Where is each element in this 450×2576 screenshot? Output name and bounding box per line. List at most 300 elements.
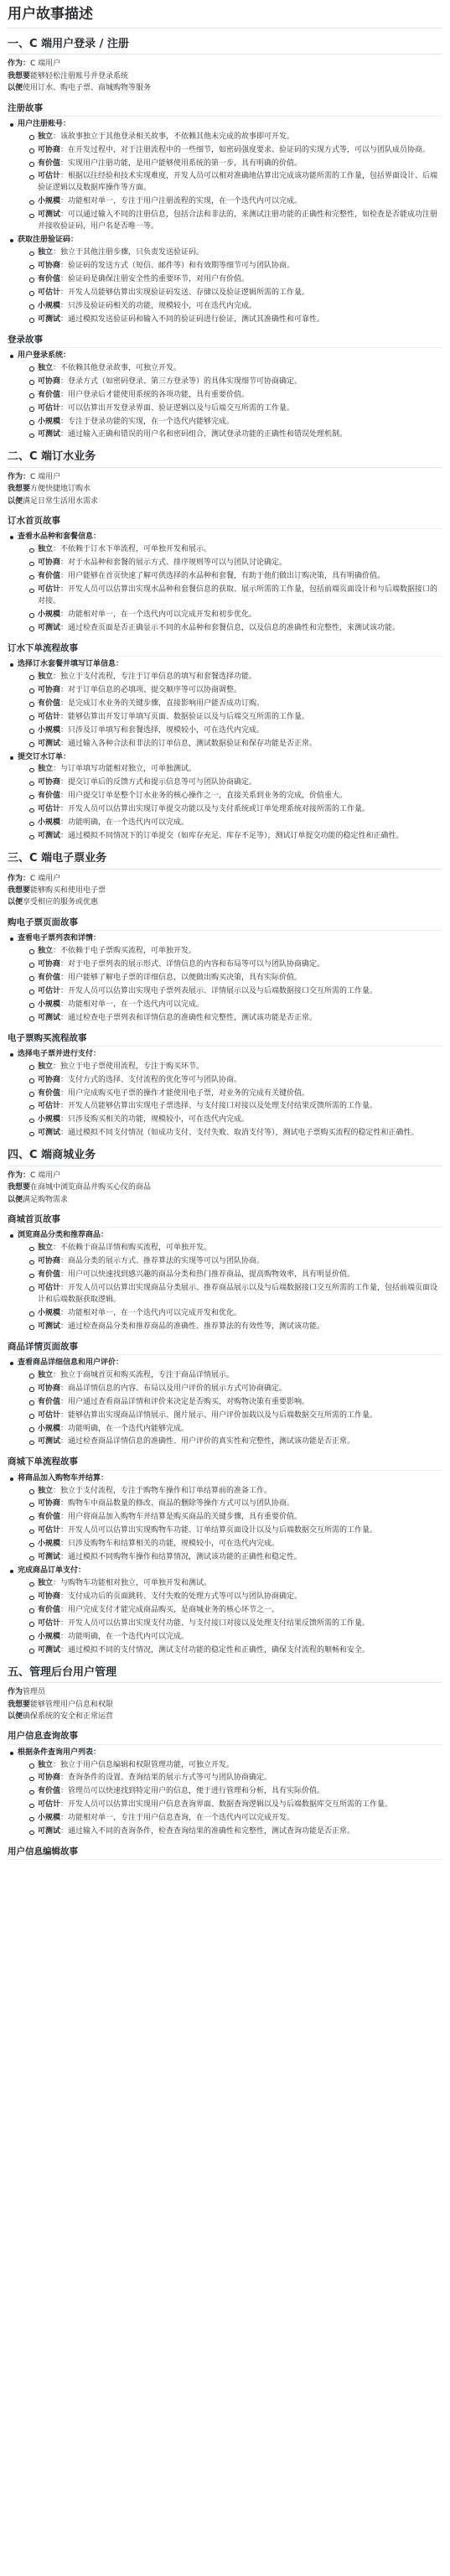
invest-criterion	[18, 247, 442, 259]
story-heading: 登录故事	[8, 334, 442, 348]
goal-line	[8, 896, 442, 908]
want-line-value: 能够购买和使用电子票	[30, 886, 106, 896]
criterion-label: 小规模	[38, 1308, 61, 1317]
section-summary	[8, 1170, 442, 1206]
goal-line-value: 使用订水、购电子票、商城购物等服务	[23, 84, 152, 93]
document-body	[8, 37, 442, 1861]
invest-criterion	[18, 1436, 442, 1448]
criterion-label: 可协商	[38, 262, 61, 270]
criterion-text: ：用户能够了解电子票的详细信息，以便做出购买决策，具有实际价值。	[60, 973, 303, 982]
story-title: 根据条件查询用户列表：	[18, 1748, 101, 1757]
goal-line-label: 以便	[8, 1712, 23, 1722]
criterion-label: 可估计	[38, 403, 61, 413]
invest-criteria-list	[18, 764, 442, 843]
criterion-label: 有价值	[38, 158, 61, 168]
role-line	[8, 471, 442, 483]
invest-criterion	[18, 1826, 442, 1838]
invest-criterion	[18, 363, 442, 375]
criterion-text: ：根据以往经验和技术实现难度，开发人员可以相对准确地估算出完成该功能所需的工作量，包括界面设计、后端验证逻辑以及数据库操作等方面。	[38, 172, 438, 193]
criterion-text: ：独立于电子票使用流程，专注于购买环节。	[53, 1062, 204, 1071]
criterion-text: ：商品详情信息的内容、布局以及用户评价的展示方式可协商确定。	[60, 1384, 287, 1393]
want-line-value: 在商城中浏览商品并购买心仪的商品	[30, 1183, 152, 1192]
criterion-text: ：只涉及验证码相关的功能，规模较小，可在迭代内完成。	[60, 301, 257, 310]
goal-line-value: 满足购物需求	[23, 1195, 69, 1204]
role-line-label: 作为	[8, 1688, 23, 1697]
criterion-text: ：与订单填写功能相对独立，可单独测试。	[53, 765, 197, 774]
story-title: 提交订水订单：	[18, 752, 71, 761]
invest-criteria-list	[18, 363, 442, 442]
invest-criterion	[18, 301, 442, 313]
want-line	[8, 70, 442, 82]
invest-criterion	[18, 777, 442, 789]
criterion-text: ：通过输入正确和错误的用户名和密码组合，测试登录功能的正确性和错误处理机制。	[60, 430, 348, 439]
criterion-label: 可协商	[38, 959, 61, 969]
invest-criterion	[18, 1013, 442, 1025]
invest-criterion	[18, 571, 442, 583]
goal-line-value: 满足日常生活用水需求	[23, 496, 99, 506]
invest-criterion	[18, 390, 442, 402]
invest-criterion	[18, 1632, 442, 1644]
invest-criterion	[18, 959, 442, 971]
want-line-value: 能够管理用户信息和权限	[30, 1700, 114, 1709]
invest-criterion	[18, 558, 442, 569]
criterion-text: ：可以通过输入不同的注册信息，包括合法和非法的，来测试注册功能的正确性和完整性，如检查是否能成功注册并接收验证码，用户名是否唯一等。	[38, 210, 438, 231]
story-list	[8, 933, 442, 1025]
criterion-text: ：通过输入各种合法和非法的订单信息，测试数据验证和保存功能是否正常。	[60, 739, 318, 748]
story-title: 选择电子票并进行支付：	[18, 1049, 101, 1058]
role-line	[8, 58, 442, 70]
criterion-label: 独立	[38, 1579, 54, 1588]
invest-criterion	[18, 986, 442, 998]
criterion-label: 小规模	[38, 725, 61, 735]
invest-criterion	[18, 804, 442, 816]
story-list	[8, 1748, 442, 1839]
criterion-text: ：不依赖其他登录故事，可独立开发。	[53, 363, 182, 372]
invest-criterion	[18, 314, 442, 326]
role-line-label: 作为：	[8, 472, 31, 481]
criterion-text: ：通过模拟不同情况下的订单提交（如库存充足、库存不足等），测试订单提交功能的稳定性和正确性。	[60, 832, 404, 841]
goal-line	[8, 1711, 442, 1722]
criterion-label: 可测试	[38, 314, 61, 324]
criterion-label: 有价值	[38, 1270, 61, 1279]
criterion-text: ：独立于支付流程，专注于订单信息的填写和套餐选择功能。	[53, 672, 257, 681]
invest-criterion	[18, 274, 442, 286]
invest-criterion	[18, 429, 442, 441]
criterion-label: 可协商	[38, 1075, 61, 1084]
story-list	[8, 1049, 442, 1140]
invest-criterion	[18, 685, 442, 697]
goal-line-label: 以便	[8, 496, 23, 506]
criterion-text: ：用户完成购买电子票的操作才能使用电子票，对业务的完成有关键价值。	[60, 1088, 310, 1098]
invest-criterion	[18, 1243, 442, 1254]
goal-line-label: 以便	[8, 1195, 23, 1204]
criterion-text: ：独立于用户信息编辑和权限管理功能，可独立开发。	[53, 1760, 235, 1769]
criterion-label: 可协商	[38, 685, 61, 694]
role-line-value: C 端用户	[30, 1171, 61, 1180]
story-item	[8, 933, 442, 1025]
criterion-label: 独立	[38, 1062, 54, 1071]
criterion-label: 有价值	[38, 1605, 61, 1614]
invest-criterion	[18, 210, 442, 233]
criterion-text: ：用户能够在首页快速了解可供选择的水品种和套餐，有助于他们做出订购决策，具有明确价值。	[60, 572, 385, 581]
criterion-text: ：通过输入不同的查询条件，检查查询结果的准确性和完整性，测试查询功能是否正常。	[60, 1827, 355, 1836]
invest-criterion	[18, 1397, 442, 1409]
invest-criterion	[18, 1370, 442, 1382]
invest-criterion	[18, 158, 442, 170]
want-line-label: 我想要	[8, 71, 31, 80]
criterion-text: ：实现用户注册功能，是用户能够使用系统的第一步，具有明确的价值。	[60, 158, 303, 168]
want-line	[8, 1182, 442, 1193]
want-line	[8, 1699, 442, 1711]
invest-criteria-list	[18, 1578, 442, 1657]
criterion-label: 可估计	[38, 712, 61, 721]
invest-criterion	[18, 288, 442, 299]
criterion-text: ：可以估算出开发登录界面、验证逻辑以及与后端交互所需的工作量。	[60, 403, 295, 413]
invest-criterion	[18, 1322, 442, 1333]
invest-criterion	[18, 1000, 442, 1011]
section-summary	[8, 873, 442, 909]
criterion-label: 可测试	[38, 1645, 61, 1654]
invest-criterion	[18, 1101, 442, 1113]
invest-criteria-list	[18, 1370, 442, 1449]
criterion-label: 独立	[38, 1370, 54, 1379]
section-summary	[8, 471, 442, 507]
want-line-value: 方便快捷地订购水	[30, 485, 91, 494]
criterion-label: 有价值	[38, 390, 61, 399]
role-line-label: 作为：	[8, 874, 31, 883]
criterion-text: ：功能明确，在一个迭代内可以完成。	[60, 1632, 189, 1641]
invest-criterion	[18, 1384, 442, 1395]
criterion-text: ：开发人员可以估算出实现订单提交功能以及与支付系统或订单处理系统对接所需的工作量。	[60, 805, 370, 814]
criterion-label: 小规模	[38, 197, 61, 206]
criterion-label: 可估计	[38, 1283, 61, 1292]
story-list	[8, 659, 442, 843]
invest-criterion	[18, 1578, 442, 1590]
role-line-label: 作为：	[8, 60, 31, 69]
story-heading: 商城下单流程故事	[8, 1456, 442, 1470]
criterion-text: ：开发人员可以估算出实现用户信息查询界面、数据查询逻辑以及与后端数据库交互所需的工作量。	[60, 1800, 393, 1810]
criterion-label: 可测试	[38, 739, 61, 748]
criterion-text: ：通过模拟发送验证码和输入不同的验证码进行验证，测试其准确性和可靠性。	[60, 314, 325, 324]
criterion-label: 小规模	[38, 1424, 61, 1433]
criterion-label: 有价值	[38, 973, 61, 982]
invest-criterion	[18, 610, 442, 621]
section-summary	[8, 58, 442, 94]
invest-criterion	[18, 1592, 442, 1603]
story-title: 用户注册账号：	[18, 119, 71, 128]
invest-criterion	[18, 1062, 442, 1073]
criterion-label: 可测试	[38, 430, 61, 439]
invest-criterion	[18, 623, 442, 635]
story-item	[8, 1049, 442, 1140]
criterion-text: ：验证码的发送方式（短信、邮件等）和有效期等细节可与团队协商。	[60, 262, 295, 270]
invest-criterion	[18, 132, 442, 143]
criterion-label: 独立	[38, 1760, 54, 1769]
story-title: 查看商品详细信息和用户评价：	[18, 1358, 124, 1367]
criterion-label: 独立	[38, 1486, 54, 1495]
invest-criterion	[18, 1512, 442, 1524]
criterion-text: ：功能相对单一，在一个迭代内可以完成开发和优化。	[60, 1308, 242, 1317]
criterion-text: ：是完成订水业务的关键步骤，直接影响用户能否成功订购。	[60, 699, 265, 708]
criterion-text: ：通过模拟不同的支付情况，测试支付功能的稳定性和正确性，确保支付流程的顺畅和安全。	[60, 1645, 370, 1654]
section-heading: 五、管理后台用户管理	[8, 1665, 442, 1684]
criterion-text: ：该故事独立于其他登录相关故事，不依赖其他未完成的故事即可开发。	[53, 132, 295, 141]
criterion-label: 可估计	[38, 805, 61, 814]
story-heading: 用户信息查询故事	[8, 1730, 442, 1744]
invest-criterion	[18, 1283, 442, 1306]
criterion-text: ：功能相对单一，在一个迭代内可以完成开发和初步优化。	[60, 610, 257, 619]
criterion-label: 可估计	[38, 1410, 61, 1420]
criterion-text: ：开发人员可以估算出实现电子票列表展示、详情展示以及与后端数据接口交互所需的工作量。	[60, 986, 378, 995]
goal-line-value: 确保系统的安全和正常运营	[23, 1712, 114, 1722]
criterion-text: ：只涉及购买相关的功能，规模较小，可在迭代内完成。	[60, 1115, 250, 1124]
criterion-label: 有价值	[38, 699, 61, 708]
story-heading: 商品详情页面故事	[8, 1341, 442, 1355]
criterion-label: 可估计	[38, 1618, 61, 1628]
invest-criterion	[18, 1618, 442, 1630]
criterion-text: ：开发人员能够估算出实现电子票选择、与支付接口对接以及处理支付结果反馈所需的工作量。	[60, 1102, 378, 1111]
invest-criterion	[18, 1498, 442, 1510]
story-item	[8, 235, 442, 326]
story-item	[8, 1748, 442, 1839]
criterion-text: ：独立于商城首页和购买流程，专注于商品详情展示。	[53, 1370, 235, 1379]
invest-criterion	[18, 261, 442, 273]
criterion-label: 可测试	[38, 1553, 61, 1562]
criterion-label: 可测试	[38, 210, 61, 220]
page-title: 用户故事描述	[8, 5, 442, 29]
story-heading: 商城首页故事	[8, 1213, 442, 1228]
invest-criteria-list	[18, 672, 442, 750]
criterion-label: 小规模	[38, 610, 61, 619]
story-list	[8, 1358, 442, 1449]
criterion-label: 有价值	[38, 572, 61, 581]
criterion-text: ：通过模拟不同支付情况（如成功支付、支付失败、取消支付等），测试电子票购买流程的稳定性和正确性。	[60, 1129, 419, 1138]
invest-criterion	[18, 1773, 442, 1784]
goal-line	[8, 1194, 442, 1206]
story-title: 查看电子票列表和详情：	[18, 934, 101, 943]
criterion-text: ：对于订单信息的必填项、提交顺序等可以协商调整。	[60, 685, 242, 694]
invest-criterion	[18, 377, 442, 388]
criterion-text: ：功能明确，在一个迭代内可以完成。	[60, 818, 189, 828]
criterion-text: ：对于电子票列表的展示形式、详情信息的内容和布局等可以与团队协商确定。	[60, 959, 325, 969]
role-line-value: 管理员	[23, 1688, 46, 1697]
invest-criterion	[18, 1525, 442, 1537]
invest-criterion	[18, 1088, 442, 1100]
invest-criteria-list	[18, 247, 442, 326]
criterion-text: ：在开发过程中，对于注册流程中的一些细节，如密码强度要求、验证码的实现方式等，可以与团队成员协商。	[60, 145, 431, 154]
role-line-value: C 端用户	[30, 472, 61, 481]
invest-criteria-list	[18, 132, 442, 234]
criterion-label: 可协商	[38, 1257, 61, 1266]
want-line	[8, 885, 442, 896]
criterion-label: 可测试	[38, 1827, 61, 1836]
story-title: 用户登录系统：	[18, 351, 71, 360]
criterion-text: ：提交订单后的反馈方式和提示信息等可与团队协商确定。	[60, 778, 257, 787]
invest-criterion	[18, 699, 442, 710]
invest-criterion	[18, 584, 442, 608]
story-heading: 订水下单流程故事	[8, 642, 442, 657]
criterion-label: 小规模	[38, 1632, 61, 1641]
invest-criterion	[18, 672, 442, 683]
criterion-label: 可协商	[38, 558, 61, 568]
criterion-label: 有价值	[38, 792, 61, 801]
criterion-label: 有价值	[38, 1397, 61, 1406]
role-line-value: C 端用户	[30, 874, 61, 883]
criterion-text: ：用户通过查看商品详情和评价来决定是否购买，对购物决策有重要影响。	[60, 1397, 310, 1406]
invest-criterion	[18, 1605, 442, 1617]
story-list	[8, 1473, 442, 1657]
want-line-label: 我想要	[8, 1700, 31, 1709]
criterion-label: 可估计	[38, 585, 61, 595]
criterion-label: 可协商	[38, 377, 61, 386]
invest-criterion	[18, 818, 442, 829]
invest-criteria-list	[18, 946, 442, 1025]
invest-criterion	[18, 831, 442, 843]
criterion-text: ：登录方式（如密码登录、第三方登录等）的具体实现细节可协商确定。	[60, 377, 303, 386]
story-item	[8, 752, 442, 844]
story-item	[8, 351, 442, 442]
story-item	[8, 1473, 442, 1565]
invest-criteria-list	[18, 1062, 442, 1140]
goal-line-label: 以便	[8, 84, 23, 93]
criterion-label: 可估计	[38, 1800, 61, 1810]
criterion-label: 独立	[38, 363, 54, 372]
story-item	[8, 119, 442, 233]
criterion-label: 可估计	[38, 1526, 61, 1535]
invest-criterion	[18, 1270, 442, 1281]
role-line-value: C 端用户	[30, 60, 61, 69]
story-heading: 用户信息编辑故事	[8, 1846, 442, 1860]
criterion-text: ：验证码是确保注册安全性的重要环节，对用户有价值。	[60, 274, 250, 283]
invest-criterion	[18, 1308, 442, 1320]
criterion-label: 可测试	[38, 1322, 61, 1331]
invest-criterion	[18, 739, 442, 750]
story-item	[8, 532, 442, 635]
criterion-text: ：用户提交订单是整个订水业务的核心操作之一，直接关系到业务的完成，价值重大。	[60, 792, 348, 801]
criterion-label: 可估计	[38, 986, 61, 995]
invest-criterion	[18, 1539, 442, 1550]
invest-criteria-list	[18, 1760, 442, 1839]
criterion-text: ：只涉及订单填写和套餐选择，规模较小，可在迭代内完成。	[60, 725, 265, 735]
invest-criterion	[18, 1486, 442, 1498]
criterion-label: 可协商	[38, 1592, 61, 1602]
criterion-label: 小规模	[38, 301, 61, 310]
criterion-label: 独立	[38, 1244, 54, 1253]
goal-line	[8, 82, 442, 94]
story-list	[8, 1230, 442, 1333]
invest-criterion	[18, 1800, 442, 1811]
criterion-label: 可测试	[38, 1013, 61, 1022]
criterion-label: 独立	[38, 765, 54, 774]
story-heading: 注册故事	[8, 102, 442, 117]
invest-criterion	[18, 145, 442, 157]
criterion-label: 可测试	[38, 623, 61, 632]
criterion-text: ：不依赖于订水下单流程，可单独开发和展示。	[53, 545, 212, 554]
criterion-text: ：开发人员可以估算出实现商品分类展示、推荐商品展示以及与后端数据接口交互所需的工作量，包括前端页面设计和后端数据获取逻辑。	[38, 1283, 438, 1304]
invest-criterion	[18, 1114, 442, 1126]
role-line	[8, 1686, 442, 1698]
criterion-text: ：购物车中商品数量的修改、商品的删除等操作方式可以与团队协商。	[60, 1499, 295, 1509]
criterion-text: ：功能相对单一，专注于用户信息查询，在一个迭代内可以完成开发。	[60, 1814, 295, 1823]
criterion-label: 小规模	[38, 1115, 61, 1124]
criterion-text: ：通过检查电子票列表和详情信息的准确性和完整性，测试该功能是否正常。	[60, 1013, 318, 1022]
criterion-text: ：支付成功后的页面跳转、支付失败的处理方式等可以与团队协商确定。	[60, 1592, 303, 1602]
invest-criterion	[18, 403, 442, 415]
story-title: 查看水品种和套餐信息：	[18, 532, 101, 542]
story-list	[8, 351, 442, 442]
criterion-label: 小规模	[38, 417, 61, 426]
story-item	[8, 659, 442, 750]
invest-criterion	[18, 946, 442, 958]
criterion-text: ：专注于登录功能的实现，在一个迭代内能够完成。	[60, 417, 235, 426]
criterion-text: ：通过检查商品分类和推荐商品的准确性、推荐算法的有效性等，测试该功能。	[60, 1322, 325, 1331]
invest-criterion	[18, 1813, 442, 1825]
section-heading: 一、C 端用户登录 / 注册	[8, 37, 442, 55]
criterion-text: ：功能相对单一，专注于用户注册流程的实现，在一个迭代内可以完成。	[60, 197, 303, 206]
role-line	[8, 873, 442, 885]
section-summary	[8, 1686, 442, 1722]
section-heading: 二、C 端订水业务	[8, 449, 442, 468]
criterion-text: ：用户完成支付才能完成商品购买，是商城业务的核心环节之一。	[60, 1605, 280, 1614]
criterion-label: 有价值	[38, 274, 61, 283]
story-item	[8, 1358, 442, 1449]
criterion-label: 可协商	[38, 1774, 61, 1783]
criterion-text: ：用户可以快速找到感兴趣的商品分类和热门推荐商品，提高购物效率，具有明显价值。	[60, 1270, 355, 1279]
invest-criterion	[18, 764, 442, 776]
criterion-text: ：通过检查商品详情信息的准确性、用户评价的真实性和完整性，测试该功能是否正常。	[60, 1437, 355, 1446]
criterion-label: 有价值	[38, 1787, 61, 1796]
want-line-label: 我想要	[8, 1183, 31, 1192]
criterion-label: 可测试	[38, 832, 61, 841]
criterion-text: ：商品分类的展示方式、推荐算法的实现等可以与团队协商。	[60, 1257, 265, 1266]
criterion-text: ：用户将商品加入购物车并结算是购买商品的关键步骤，具有重要价值。	[60, 1513, 303, 1522]
goal-line-value: 享受相应的服务或优惠	[23, 898, 99, 907]
story-item	[8, 1230, 442, 1333]
criterion-label: 可协商	[38, 1499, 61, 1509]
criterion-text: ：用户登录后才能使用系统的各项功能，具有重要价值。	[60, 390, 250, 399]
invest-criteria-list	[18, 1243, 442, 1333]
criterion-label: 有价值	[38, 1513, 61, 1522]
story-title: 将商品加入购物车并结算：	[18, 1473, 109, 1483]
criterion-label: 独立	[38, 946, 54, 955]
criterion-text: ：能够估算出开发订单填写页面、数据验证以及与后端交互所需的工作量。	[60, 712, 310, 721]
invest-criterion	[18, 417, 442, 428]
criterion-text: ：管理员可以快速找到特定用户的信息，便于进行管理和分析，具有实际价值。	[60, 1787, 325, 1796]
goal-line	[8, 496, 442, 507]
story-title: 浏览商品分类和推荐商品：	[18, 1231, 109, 1240]
criterion-label: 小规模	[38, 1814, 61, 1823]
want-line-label: 我想要	[8, 886, 31, 896]
story-heading: 电子票购买流程故事	[8, 1032, 442, 1046]
section-heading: 四、C 端商城业务	[8, 1148, 442, 1166]
criterion-label: 独立	[38, 672, 54, 681]
criterion-label: 独立	[38, 248, 54, 257]
invest-criterion	[18, 1410, 442, 1422]
invest-criterion	[18, 712, 442, 724]
invest-criteria-list	[18, 1486, 442, 1565]
criterion-label: 可协商	[38, 145, 61, 154]
invest-criterion	[18, 1786, 442, 1798]
story-heading: 购电子票页面故事	[8, 917, 442, 931]
criterion-text: ：独立于其他注册步骤，只负责发送验证码。	[53, 248, 204, 257]
criterion-text: ：不依赖于电子票购买流程，可单独开发。	[53, 946, 197, 955]
criterion-text: ：开发人员可以估算出实现水品种和套餐信息的获取、展示所需的工作量，包括前端页面设计和与后端数据接口的对接。	[38, 585, 438, 605]
want-line-value: 能够轻松注册账号并登录系统	[30, 71, 129, 80]
story-list	[8, 532, 442, 635]
invest-criterion	[18, 1075, 442, 1087]
criterion-text: ：与购物车功能相对独立，可单独开发和测试。	[53, 1579, 212, 1588]
criterion-text: ：通过检查页面是否正确显示不同的水品种和套餐信息，以及信息的准确性和完整性，来测试该功能。	[60, 623, 401, 632]
